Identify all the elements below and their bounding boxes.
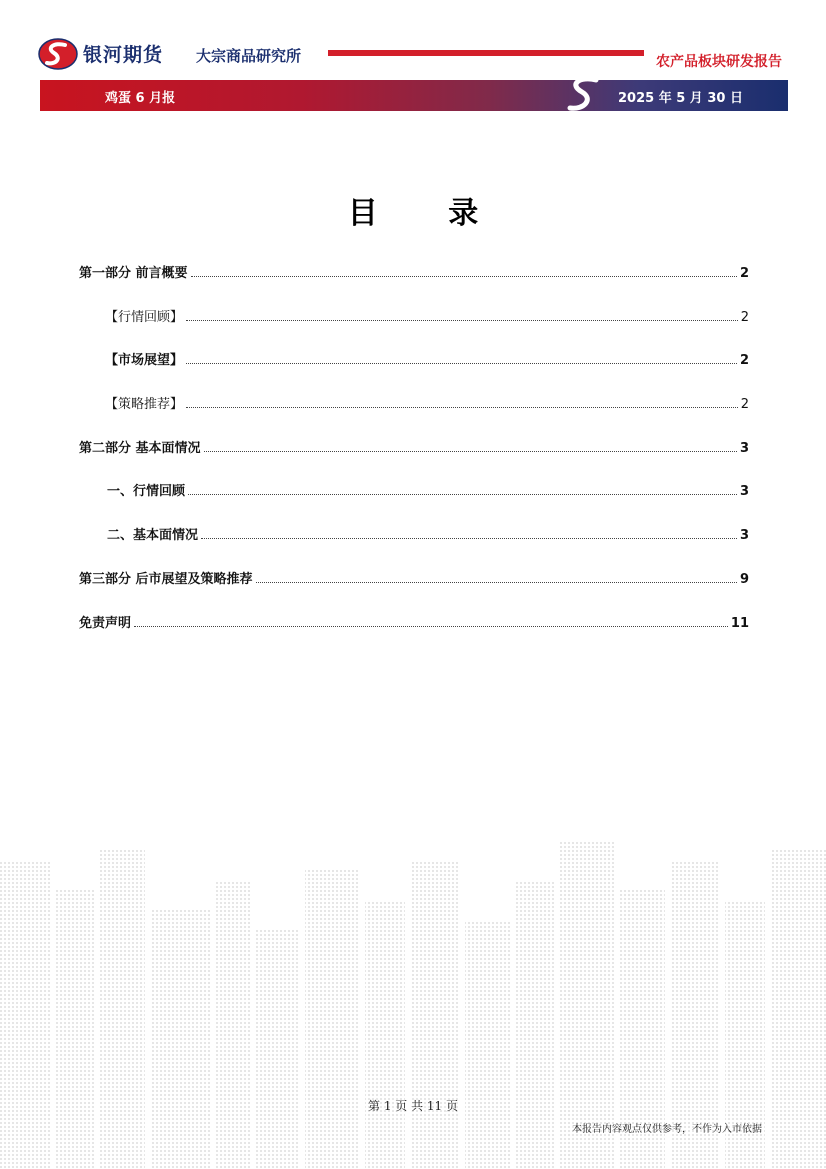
toc-leader-dots [186, 407, 738, 408]
toc-entry-part3[interactable] [79, 568, 749, 612]
company-name: 银河期货 [83, 44, 164, 66]
toc-entry-disclaimer[interactable] [79, 612, 749, 656]
galaxy-logo-icon [38, 38, 78, 70]
toc-entry-page: 3 [739, 528, 749, 544]
toc-entry-label: 第一部分 前言概要 [79, 266, 188, 281]
toc-entry-label: 第二部分 基本面情况 [79, 440, 201, 456]
toc-entry-label: 第三部分 后市展望及策略推荐 [79, 571, 253, 587]
toc-entry-review-section[interactable] [79, 480, 749, 524]
toc-entry-label: 免责声明 [79, 615, 132, 631]
toc-leader-dots [188, 494, 737, 495]
toc-entry-part1[interactable] [79, 262, 749, 306]
header-divider [328, 50, 644, 56]
toc-leader-dots [201, 538, 737, 539]
toc-entry-label: 【行情回顾】 [105, 309, 184, 325]
toc-entry-part2[interactable] [79, 437, 749, 481]
toc-entry-market-outlook[interactable] [79, 349, 749, 393]
page-indicator: 第 1 页 共 11 页 [368, 1099, 458, 1113]
toc-entry-page: 2 [739, 266, 749, 281]
toc-entry-fundamentals-section[interactable] [79, 524, 749, 568]
toc-leader-dots [186, 363, 737, 364]
toc-leader-dots [186, 320, 738, 321]
toc-entry-label: 【策略推荐】 [105, 397, 184, 413]
toc-entry-page: 9 [739, 571, 749, 587]
toc-leader-dots [204, 451, 737, 452]
footer-disclaimer: 本报告内容观点仅供参考，不作为入市依据 [572, 1124, 762, 1135]
table-of-contents [79, 262, 749, 655]
city-skyline-watermark [0, 830, 826, 1169]
toc-leader-dots [191, 276, 737, 277]
toc-entry-page: 3 [739, 440, 749, 456]
toc-entry-strategy[interactable] [79, 393, 749, 437]
report-date: 2025 年 5 月 30 日 [618, 91, 743, 106]
toc-title: 目 录 [347, 196, 509, 231]
toc-entry-label: 一、行情回顾 [107, 484, 186, 500]
swoosh-logo-icon [560, 74, 608, 114]
toc-entry-page: 2 [740, 309, 749, 325]
toc-leader-dots [256, 582, 737, 583]
report-sector: 农产品板块研发报告 [656, 54, 782, 70]
toc-entry-label: 【市场展望】 [105, 353, 184, 369]
title-banner [40, 80, 788, 111]
institute-name: 大宗商品研究所 [196, 47, 302, 65]
toc-leader-dots [134, 626, 728, 627]
toc-entry-page: 11 [730, 615, 749, 631]
toc-entry-market-review[interactable] [79, 306, 749, 350]
toc-entry-page: 2 [740, 397, 749, 413]
report-name: 鸡蛋 6 月报 [105, 91, 176, 106]
toc-entry-label: 二、基本面情况 [107, 528, 199, 544]
toc-entry-page: 3 [739, 484, 749, 500]
toc-entry-page: 2 [739, 353, 749, 369]
